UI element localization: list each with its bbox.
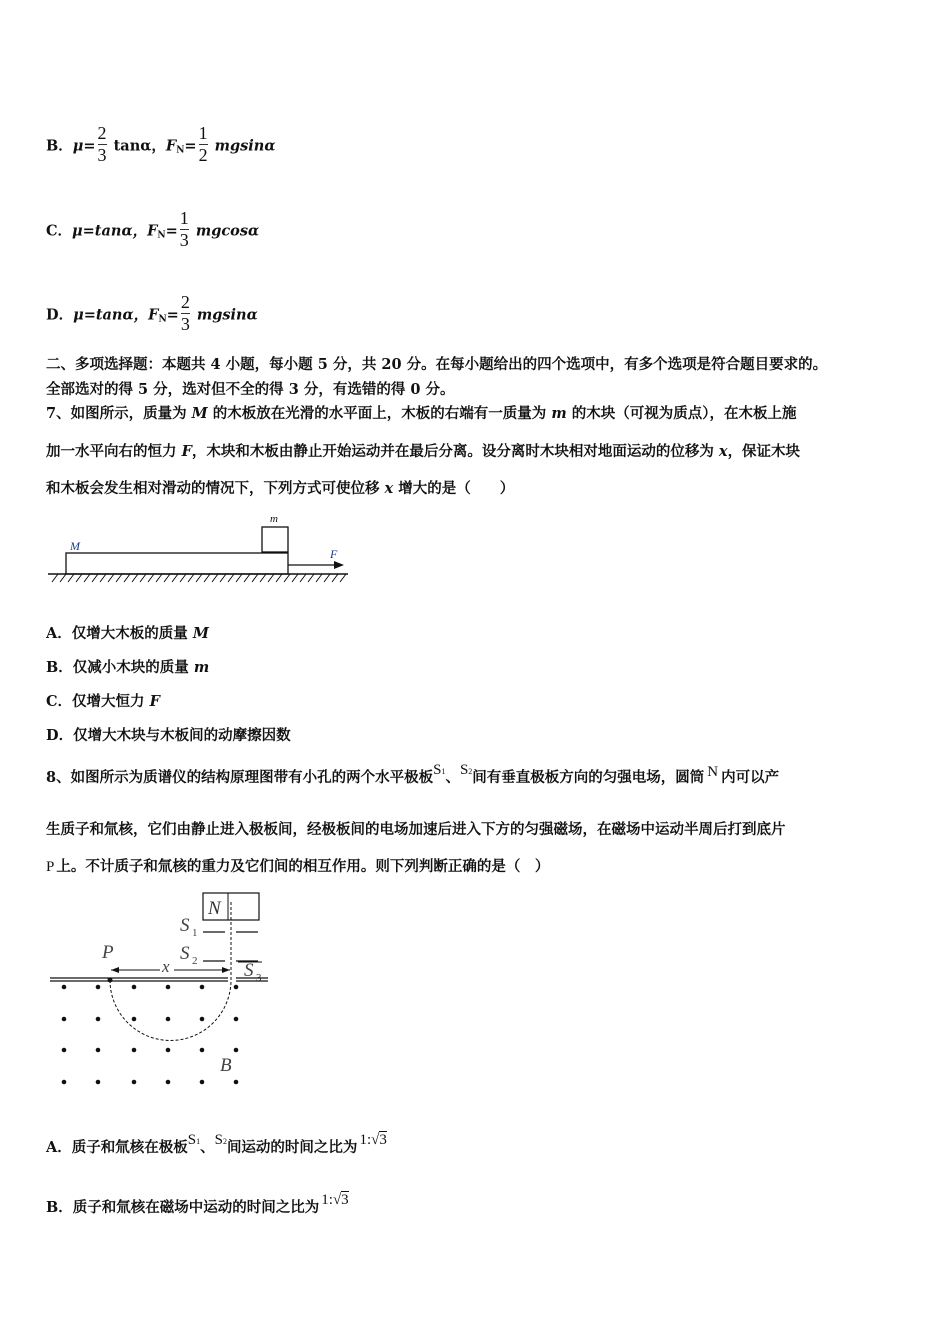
- q7-line1: 7、如图所示，质量为 M 的木板放在光滑的水平面上，木板的右端有一质量为 m 的木块（可视为质点），在木板上施: [46, 405, 797, 422]
- option-b-prev: B．μ= $\frac{2}{3}$ tanα，$F_N=$ $\frac{1}{2}$ mgsinα: [46, 123, 276, 165]
- label-P: P: [102, 942, 114, 963]
- section-heading-line1: 二、多项选择题：本题共 4 小题，每小题 5 分，共 20 分。在每小题给出的四个选项中，有多个选项是符合题目要求的。: [46, 356, 828, 373]
- option-c-prev: C．μ=tanα，$F_N=$ $\frac{1}{3}$ mgcosα: [46, 208, 260, 250]
- label-x: x: [162, 957, 170, 976]
- q8-line3: P 上。不计质子和氚核的重力及它们间的相互作用。则下列判断正确的是（ ）: [46, 858, 550, 875]
- label-S3-sub: 3: [256, 972, 262, 984]
- q8-line1: 8、如图所示为质谱仪的结构原理图带有小孔的两个水平极板S1、S2间有垂直极板方向的匀强电场，圆筒 N 内可以产: [46, 762, 780, 786]
- q8-line2: 生质子和氚核，它们由静止进入极板间，经极板间的电场加速后进入下方的匀强磁场，在磁场中运动半周后打到底片: [46, 821, 786, 838]
- q7-option-d[interactable]: D．仅增大木块与木板间的动摩擦因数: [46, 727, 291, 744]
- option-d-prev: D．μ=tanα，$F_N=$ $\frac{2}{3}$ mgsinα: [46, 292, 258, 334]
- block-m: [262, 527, 288, 552]
- label-M: M: [70, 539, 80, 553]
- q7-option-a[interactable]: A．仅增大木板的质量 M: [46, 625, 209, 642]
- magnetic-field-dots: [62, 985, 239, 1085]
- arrow-right: [222, 967, 230, 973]
- label-F: F: [330, 547, 338, 561]
- section-heading-line2: 全部选对的得 5 分，选对但不全的得 3 分，有选错的得 0 分。: [46, 381, 455, 398]
- board-M: [66, 553, 288, 574]
- fraction: $\frac{2}{3}$: [97, 123, 107, 165]
- arrow-left: [111, 967, 119, 973]
- label-S2-sub: 2: [192, 955, 198, 967]
- label-S3: S: [244, 960, 254, 981]
- q7-board-block-figure: [40, 512, 360, 592]
- label-m: m: [270, 513, 278, 525]
- semicircle-path: [110, 980, 231, 1040]
- label-S1-sub: 1: [192, 927, 198, 939]
- q7-option-b[interactable]: B．仅减小木块的质量 m: [46, 659, 210, 676]
- q7-option-c[interactable]: C．仅增大恒力 F: [46, 693, 160, 710]
- fraction: $\frac{1}{3}$: [179, 208, 189, 250]
- arrow-head: [334, 561, 344, 569]
- q8-option-a[interactable]: A．质子和氚核在极板S1、S2间运动的时间之比为 1:√3: [46, 1132, 387, 1156]
- fraction: $\frac{2}{3}$: [180, 292, 190, 334]
- q8-mass-spectrometer-figure: [40, 888, 300, 1098]
- label-S2: S: [180, 943, 190, 964]
- label-B: B: [220, 1055, 232, 1076]
- label-S1: S: [180, 915, 190, 936]
- fraction: $\frac{1}{2}$: [198, 123, 208, 165]
- q7-line3: 和木板会发生相对滑动的情况下，下列方式可使位移 x 增大的是（ ）: [46, 480, 515, 497]
- q7-line2: 加一水平向右的恒力 F，木块和木板由静止开始运动并在最后分离。设分离时木块相对地面运动的位移为 x，保证木块: [46, 443, 801, 460]
- q8-option-b[interactable]: B．质子和氚核在磁场中运动的时间之比为 1:√3: [46, 1192, 349, 1216]
- label-N: N: [208, 898, 221, 919]
- ground-hatch: [52, 574, 346, 582]
